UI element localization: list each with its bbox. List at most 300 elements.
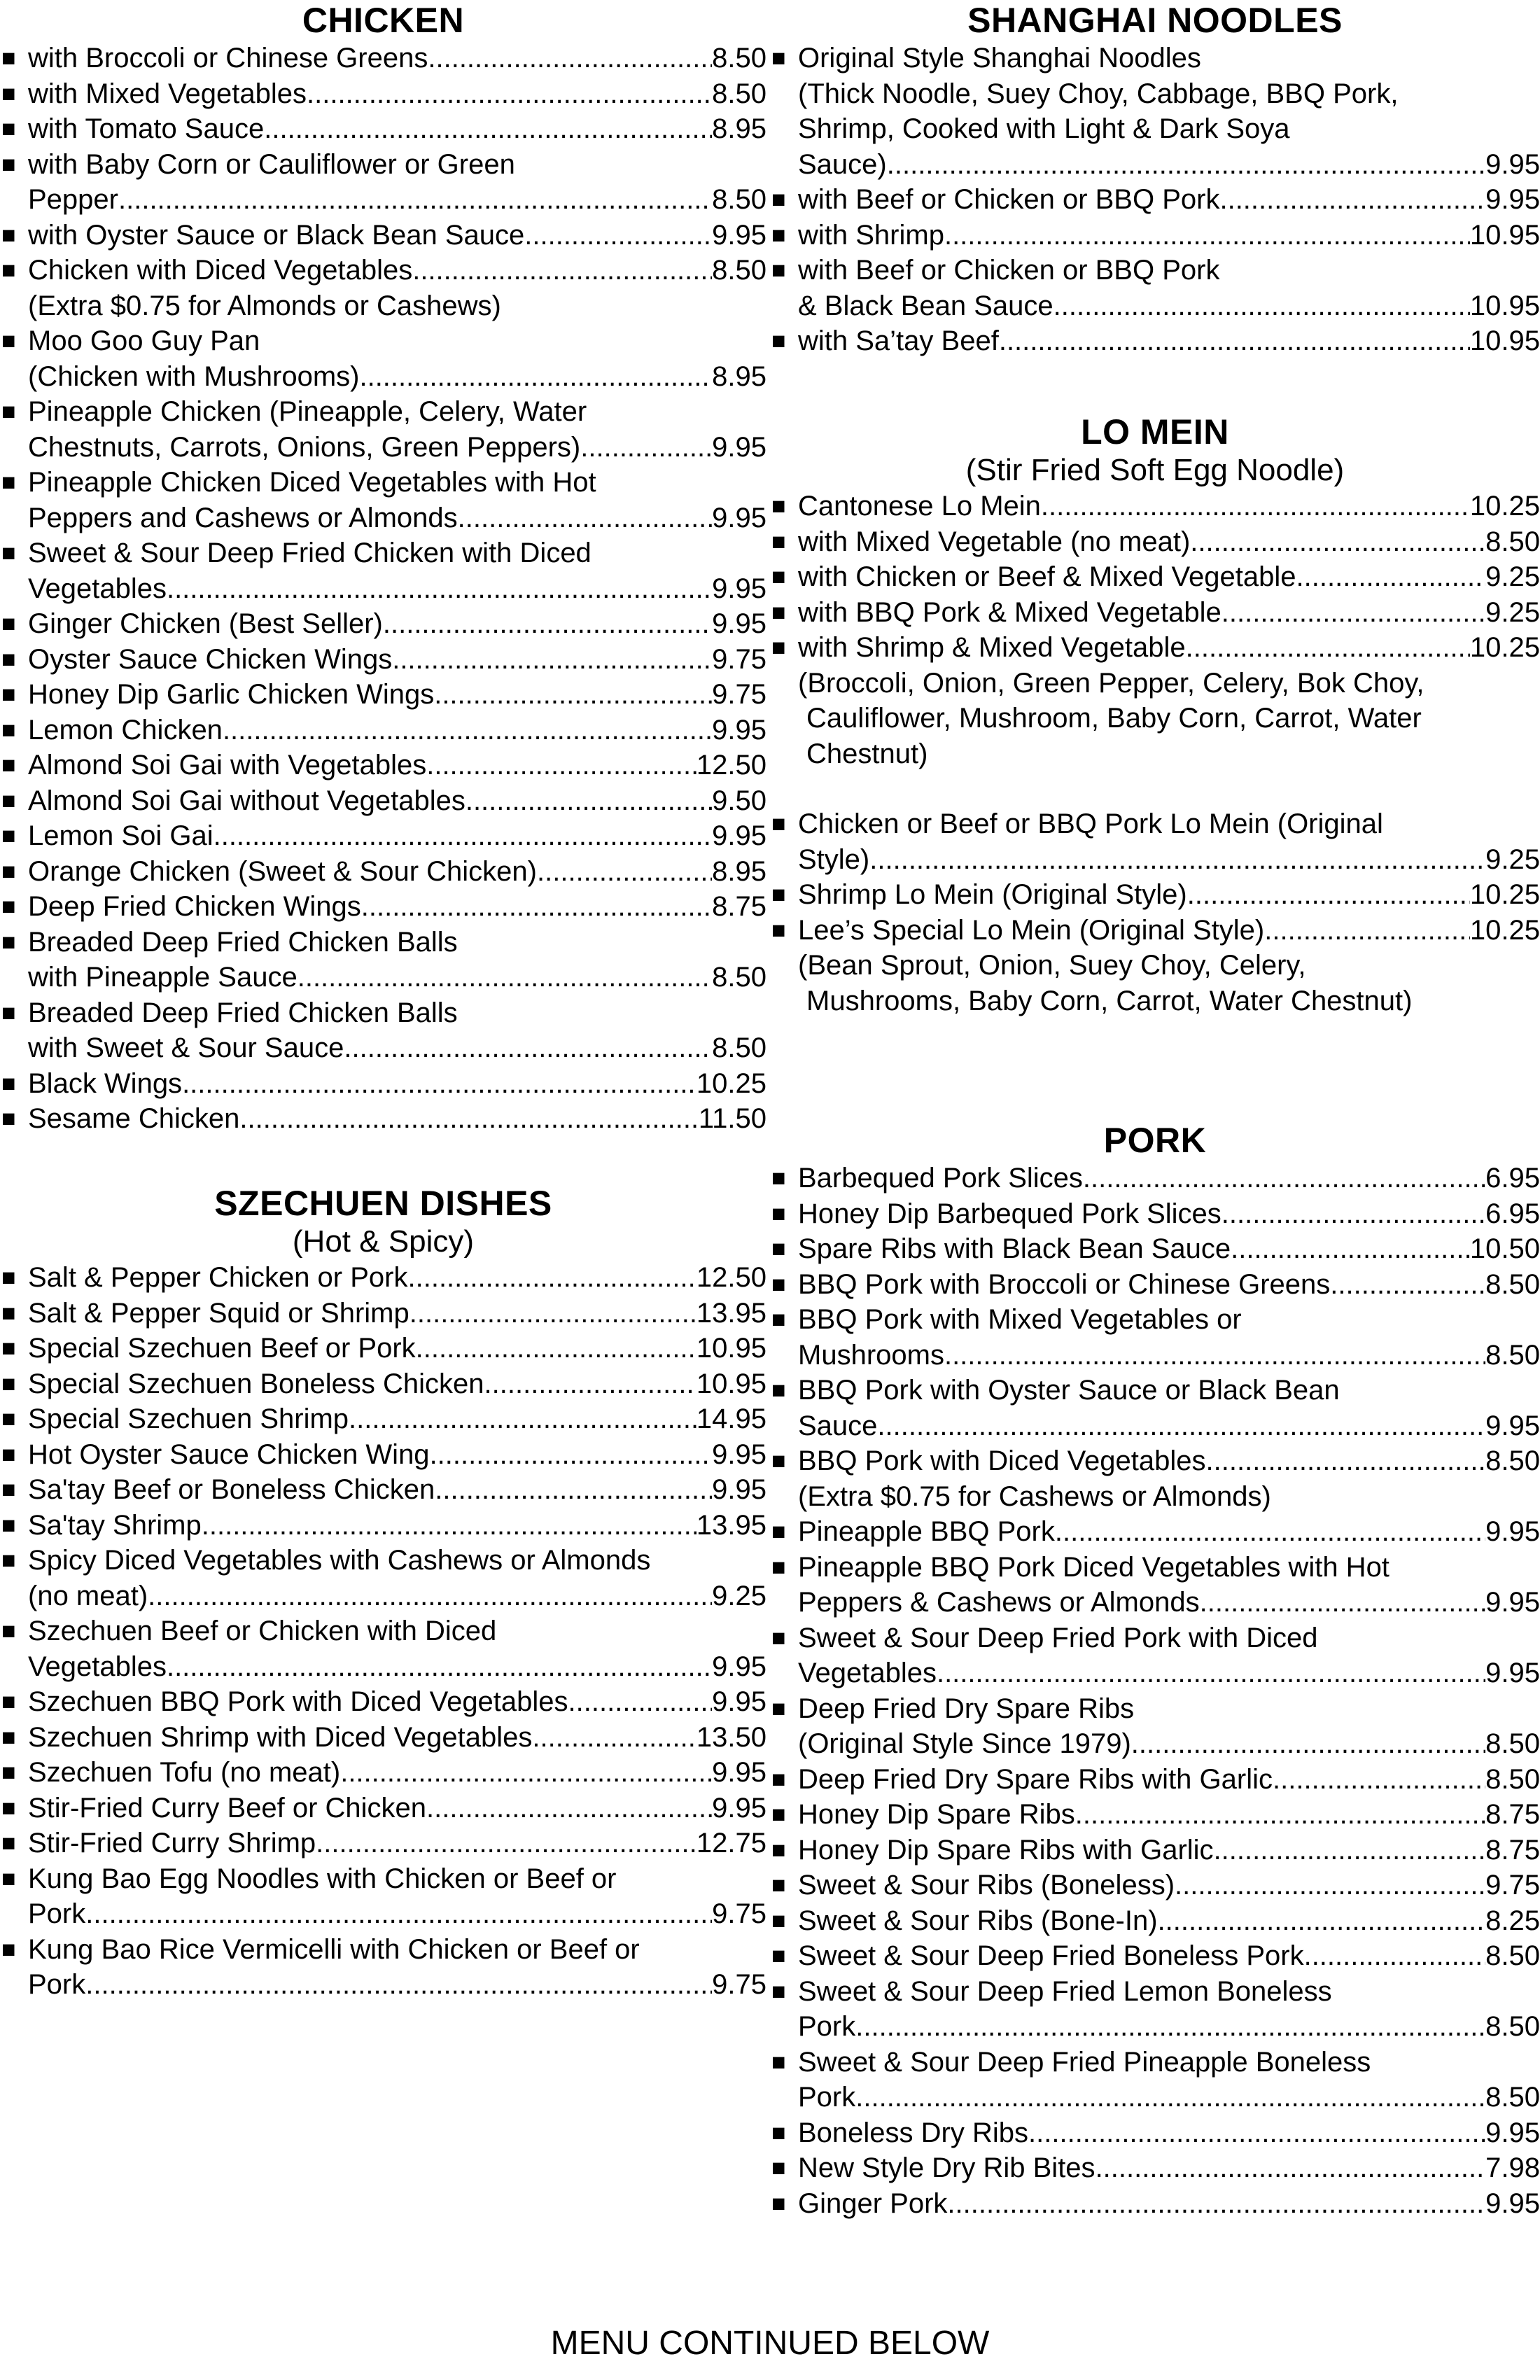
dot-leader [869,842,1485,878]
menu-item-price: 12.50 [696,1262,766,1293]
menu-item [0,1614,766,1684]
bullet-icon: ■ [771,221,786,248]
dot-leader [167,1649,712,1685]
menu-item [770,1868,1540,1903]
menu-item-line [798,913,1540,948]
menu-item-line [798,1762,1540,1798]
menu-item-price: 8.95 [712,360,766,392]
bullet-icon: ■ [1,1547,16,1574]
menu-item-line [798,1196,1540,1232]
menu-item-line [798,2186,1540,2222]
menu-item [0,925,766,995]
menu-item-line [28,1331,766,1366]
menu-item-line [28,430,766,465]
menu-item-name: with Shrimp & Mixed Vegetable [798,632,1186,663]
menu-item [770,2045,1540,2115]
menu-item-price: 10.25 [1469,632,1540,663]
bullet-icon: ■ [771,2119,786,2146]
menu-continued-footer: MENU CONTINUED BELOW [550,2325,990,2362]
menu-item-line [798,1726,1540,1762]
menu-item-price: 14.95 [696,1404,766,1434]
bullet-icon: ■ [1,1264,16,1291]
bullet-icon: ■ [771,1872,786,1898]
menu-item-price: 9.95 [712,431,766,463]
dot-leader [412,253,712,288]
dot-leader [568,1684,713,1720]
menu-item-line [28,713,766,748]
dot-leader [428,41,712,76]
bullet-icon: ■ [771,1695,786,1722]
menu-item-price: 9.25 [1485,561,1540,592]
menu-item-name: Special Szechuen Beef or Pork [28,1333,416,1364]
bullet-icon: ■ [1,1070,16,1097]
menu-item [770,1797,1540,1833]
menu-item-price: 9.75 [1485,1870,1540,1900]
dot-leader [1304,1938,1486,1974]
menu-item-line [798,182,1540,218]
dot-leader [1200,1585,1486,1620]
menu-item-line [798,1833,1540,1868]
menu-item-line [798,1797,1540,1833]
menu-item-name: with Oyster Sauce or Black Bean Sauce [28,219,525,251]
menu-item [770,182,1540,218]
menu-item-price: 13.50 [696,1721,766,1753]
menu-item [0,41,766,76]
menu-item-name: Sa'tay Shrimp [28,1509,202,1541]
menu-item-name: Chestnuts, Carrots, Onions, Green Peppers) [28,431,581,463]
bullet-icon: ■ [1,787,16,814]
bullet-icon: ■ [771,1200,786,1227]
bullet-icon: ■ [1,928,16,955]
menu-item-price: 10.25 [1469,914,1540,946]
menu-item-line [28,1826,766,1861]
menu-item-price: 8.75 [1485,1834,1540,1865]
section-pork [770,1120,1540,2221]
menu-item-line [28,1755,766,1791]
menu-item [770,2150,1540,2186]
dot-leader [239,1101,698,1137]
menu-item-line [798,2115,1540,2151]
dot-leader [214,818,713,854]
dot-leader [1187,877,1470,913]
menu-item-price: 9.95 [712,820,766,851]
menu-item-name: Mushrooms [798,1339,944,1371]
menu-item-line [28,1649,766,1685]
menu-item-line [798,1585,1540,1620]
section-subtitle-szechuen: (Hot & Spicy) [292,1224,475,1259]
menu-item-price: 9.95 [712,1474,766,1505]
dot-leader [484,1366,696,1402]
menu-item-line [28,41,766,76]
menu-item-line [28,1366,766,1402]
menu-item-line [798,1408,1540,1444]
menu-item-name: Ginger Chicken (Best Seller) [28,608,383,639]
menu-item [770,253,1540,323]
dot-leader [167,571,712,607]
menu-item-price: 9.95 [1485,148,1540,180]
section-lo-mein [770,412,1540,1018]
menu-item-price: 8.75 [1485,1799,1540,1830]
dot-leader [944,1338,1485,1373]
menu-item-name: Cantonese Lo Mein [798,491,1041,522]
dot-leader [532,1720,696,1756]
menu-item-line [798,630,1540,666]
menu-item-price: 9.95 [712,502,766,533]
menu-item-name: Sweet & Sour Deep Fried Chicken with Diced [28,538,592,568]
section-title-chicken: CHICKEN [302,1,465,40]
menu-item-name: Sweet & Sour Deep Fried Pork with Diced [798,1622,1318,1653]
menu-item-line [798,147,1540,183]
dot-leader [887,147,1485,183]
menu-item-price: 13.95 [696,1509,766,1541]
menu-item [770,1833,1540,1868]
bullet-icon: ■ [771,1236,786,1262]
dot-leader [361,889,712,925]
bullet-icon: ■ [1,858,16,885]
menu-item-name: with Sweet & Sour Sauce [28,1032,344,1063]
bullet-icon: ■ [1,540,16,566]
menu-item-name: Sweet & Sour Deep Fried Pineapple Boneless [798,2046,1371,2078]
bullet-icon: ■ [771,598,786,626]
dot-leader [416,1331,696,1366]
menu-item-line [798,1938,1540,1974]
menu-item [0,111,766,147]
menu-item [770,913,1540,948]
menu-item-name: with Broccoli or Chinese Greens [28,43,428,74]
menu-item-price: 9.95 [712,714,766,746]
dot-leader [340,1755,712,1791]
menu-item [0,1791,766,1826]
menu-item-name: Style) [798,844,870,875]
menu-item-name: Shrimp Lo Mein (Original Style) [798,879,1187,910]
bullet-icon: ■ [771,1836,786,1863]
bullet-icon: ■ [1,1299,16,1326]
menu-item [0,1861,766,1932]
menu-item-line [28,642,766,678]
bullet-icon: ■ [771,2048,786,2076]
bullet-icon: ■ [1,1759,16,1786]
bullet-icon: ■ [1,1935,16,1963]
dot-leader [1054,288,1470,324]
menu-item-name: New Style Dry Rib Bites [798,2152,1096,2183]
menu-item [770,1762,1540,1798]
dot-leader [1158,1903,1486,1939]
menu-item-name: Peppers & Cashews or Almonds [798,1587,1200,1618]
menu-item-name: Lemon Soi Gai [28,820,214,851]
menu-item [0,1437,766,1473]
menu-item-name: Szechuen Shrimp with Diced Vegetables [28,1721,533,1753]
dot-leader [1222,595,1485,631]
bullet-icon: ■ [1,681,16,708]
menu-item-price: 10.95 [696,1333,766,1364]
menu-item-name: with Pineapple Sauce [28,962,298,993]
menu-item-price: 10.25 [696,1068,766,1099]
dot-leader [1041,489,1470,524]
menu-item-price: 8.75 [712,891,766,922]
menu-item-price: 10.95 [1469,219,1540,251]
menu-item-name: Salt & Pepper Squid or Shrimp [28,1297,410,1329]
menu-item [770,806,1540,877]
bullet-icon: ■ [771,186,786,213]
menu-item-price: 9.75 [712,643,766,675]
menu-item [0,677,766,713]
menu-item [770,630,1540,666]
menu-item-name: (Original Style Since 1979) [798,1728,1131,1759]
menu-item-price: 10.25 [1469,491,1540,522]
menu-item-name: Spicy Diced Vegetables with Cashews or Almonds [28,1545,651,1576]
menu-item-line [798,1656,1540,1691]
menu-item-name: Sauce [798,1410,878,1441]
menu-item-price: 10.95 [1469,290,1540,321]
menu-item-name: with Beef or Chicken or BBQ Pork [798,184,1220,215]
menu-item [0,1101,766,1137]
menu-item-name: Sweet & Sour Ribs (Boneless) [798,1870,1175,1900]
menu-item [770,524,1540,560]
menu-item-price: 11.50 [698,1103,766,1134]
bullet-icon: ■ [1,1476,16,1503]
menu-item-price: 8.50 [1485,1268,1540,1300]
dot-leader [407,1260,696,1296]
bullet-icon: ■ [1,1794,16,1821]
menu-item-line [798,842,1540,878]
menu-item-name: Pork [28,1898,86,1929]
menu-item-name: Deep Fried Chicken Wings [28,891,361,922]
section-szechuen [0,1183,766,2003]
menu-item-name: (no meat) [28,1580,148,1611]
menu-item [0,147,766,218]
dot-leader [1264,913,1470,948]
menu-item-name: with Beef or Chicken or BBQ Pork [798,255,1220,286]
menu-item-name: Sa'tay Beef or Boneless Chicken [28,1474,435,1505]
menu-item-name: with Tomato Sauce [28,113,265,144]
bullet-icon: ■ [771,257,786,284]
bullet-icon: ■ [771,45,786,71]
menu-item [770,1302,1540,1373]
menu-item-name: with BBQ Pork & Mixed Vegetable [798,596,1222,628]
menu-item-line [798,524,1540,560]
dot-leader [85,1967,712,2003]
menu-item-note: Mushrooms, Baby Corn, Carrot, Water Chestnut) [806,985,1413,1016]
menu-item-line [28,783,766,819]
dot-leader [1075,1797,1485,1833]
menu-item-name: Breaded Deep Fried Chicken Balls [28,997,458,1028]
menu-item-name: Honey Dip Barbequed Pork Slices [798,1198,1222,1229]
menu-item-line [28,1684,766,1720]
dot-leader [1231,1231,1470,1267]
menu-item-line [28,1437,766,1473]
menu-item-name: Pineapple Chicken Diced Vegetables with Hot [28,467,596,498]
menu-item-name: Vegetables [28,1651,167,1682]
bullet-icon: ■ [1,80,16,107]
menu-item-line [28,1791,766,1826]
menu-item-price: 6.95 [1485,1163,1540,1194]
menu-item [0,1508,766,1544]
dot-leader [148,1578,712,1614]
bullet-icon: ■ [771,493,786,519]
menu-item-price: 9.75 [712,679,766,710]
menu-item [0,1826,766,1861]
menu-item-line [28,359,766,395]
menu-item-name: Special Szechuen Shrimp [28,1404,349,1434]
menu-item-price: 9.25 [1485,596,1540,628]
menu-item-name: Honey Dip Garlic Chicken Wings [28,679,435,710]
menu-item [770,1903,1540,1939]
menu-item-name: Lee’s Special Lo Mein (Original Style) [798,914,1265,946]
lo-mein-vegetable-note: (Broccoli, Onion, Green Pepper, Celery, Bok Choy, Cauliflower, Mushroom, Baby Corn, Carrot, Water Chestnut) [798,667,1424,769]
menu-item-name: Pork [28,1969,86,2000]
dot-leader [1273,1762,1485,1798]
menu-item-line [28,218,766,253]
bullet-icon: ■ [1,398,16,425]
menu-item-name: Breaded Deep Fried Chicken Balls [28,926,458,958]
menu-item-price: 9.75 [712,1969,766,2000]
menu-item-price: 8.50 [712,962,766,993]
menu-item-name: Pepper [28,184,118,215]
menu-item-line [28,1260,766,1296]
menu-item [0,818,766,854]
dot-leader [359,359,712,395]
menu-item-line [28,1401,766,1437]
menu-item-name: Deep Fried Dry Spare Ribs with Garlic [798,1763,1273,1795]
menu-item-line [28,748,766,783]
menu-item-name: Moo Goo Guy Pan [28,326,260,356]
bullet-icon: ■ [1,893,16,920]
dot-leader [264,111,712,147]
menu-item [0,76,766,112]
dot-leader [118,182,712,218]
menu-item [770,1443,1540,1479]
menu-item-line [28,818,766,854]
section-title-shanghai: SHANGHAI NOODLES [967,1,1343,40]
menu-item-name: Chicken with Diced Vegetables [28,255,413,286]
menu-item-name: Oyster Sauce Chicken Wings [28,643,393,675]
dot-leader [877,1408,1485,1444]
bullet-icon: ■ [1,610,16,637]
bullet-icon: ■ [1,1830,16,1856]
menu-item-name: Pineapple BBQ Pork [798,1516,1055,1547]
bullet-icon: ■ [1,1723,16,1751]
menu-item-name: Sauce) [798,148,887,180]
menu-item-line [798,595,1540,631]
bullet-icon: ■ [771,2190,786,2217]
menu-item [0,1331,766,1366]
menu-item-name: Lemon Chicken [28,714,223,746]
menu-item-name: Vegetables [28,573,167,604]
menu-item [770,1196,1540,1232]
dot-leader [1296,559,1486,595]
bullet-icon: ■ [1,1441,16,1468]
bullet-icon: ■ [1,1511,16,1539]
bullet-icon: ■ [771,1165,786,1191]
menu-item-name: (Chicken with Mushrooms) [28,360,360,392]
menu-item [0,394,766,465]
menu-item-name: Chicken or Beef or BBQ Pork Lo Mein (Original [798,808,1383,839]
bullet-icon: ■ [771,1942,786,1969]
menu-item [0,1543,766,1614]
section-shanghai-noodles [770,0,1540,359]
menu-item [770,1514,1540,1550]
menu-item-price: 9.95 [712,1651,766,1682]
bullet-icon: ■ [771,2155,786,2181]
bullet-icon: ■ [1,752,16,778]
bullet-icon: ■ [1,822,16,849]
menu-item-price: 9.95 [712,1686,766,1717]
menu-item [0,1260,766,1296]
dot-leader [430,1437,713,1473]
dot-leader [1330,1267,1485,1303]
menu-item-name: BBQ Pork with Broccoli or Chinese Greens [798,1268,1331,1300]
menu-item-price: 9.25 [1485,844,1540,875]
menu-item [770,1938,1540,1974]
menu-item [770,1691,1540,1762]
bullet-icon: ■ [771,634,786,661]
dot-leader [1175,1868,1485,1903]
menu-item-line [28,1296,766,1331]
bullet-icon: ■ [771,916,786,944]
menu-item-name: with Baby Corn or Cauliflower or Green [28,148,515,180]
dot-leader [298,960,712,995]
dot-leader [465,783,712,819]
menu-item-name: Sweet & Sour Ribs (Bone-In) [798,1905,1158,1936]
bullet-icon: ■ [1,1370,16,1397]
menu-item-name: Almond Soi Gai without Vegetables [28,785,465,816]
menu-item-line [798,1443,1540,1479]
dot-leader [1222,1196,1485,1232]
bullet-icon: ■ [1,45,16,71]
menu-item-name: BBQ Pork with Oyster Sauce or Black Bean [798,1375,1340,1406]
menu-item-line [798,1338,1540,1373]
menu-item [0,1296,766,1331]
menu-item [0,748,766,783]
dot-leader [1083,1161,1485,1196]
bullet-icon: ■ [771,1518,786,1545]
menu-item-line [798,288,1540,324]
menu-item-name: Szechuen Tofu (no meat) [28,1757,341,1788]
menu-item-name: Barbequed Pork Slices [798,1163,1083,1194]
menu-item-line [28,182,766,218]
menu-item-price: 10.50 [1469,1233,1540,1264]
bullet-icon: ■ [1,1688,16,1715]
menu-item-price: 8.50 [712,184,766,215]
menu-item [770,489,1540,524]
menu-item-name: Kung Bao Rice Vermicelli with Chicken or Beef or [28,1933,640,1965]
menu-item-name: Pork [798,2011,856,2042]
bullet-icon: ■ [771,1270,786,1298]
menu-item [0,1932,766,2003]
menu-item-name: with Shrimp [798,219,944,251]
menu-item-name: with Chicken or Beef & Mixed Vegetable [798,561,1296,592]
menu-item-line [28,1066,766,1102]
menu-item [0,713,766,748]
menu-item-line [28,854,766,890]
dot-leader [392,642,712,678]
dot-leader [855,2080,1485,2115]
menu-item-price: 8.50 [1485,2082,1540,2113]
menu-item-name: with Mixed Vegetable (no meat) [798,526,1191,557]
bullet-icon: ■ [1,1335,16,1362]
section-subtitle-lo-mein: (Stir Fried Soft Egg Noodle) [965,453,1345,487]
menu-item-line [28,253,766,288]
menu-item-name: Pineapple Chicken (Pineapple, Celery, Water [28,396,587,427]
menu-item-price: 8.50 [712,255,766,286]
menu-item-price: 12.50 [696,750,766,780]
bullet-icon: ■ [1,469,16,496]
bullet-icon: ■ [1,221,16,248]
menu-item [0,783,766,819]
bullet-icon: ■ [1,1618,16,1644]
menu-item [0,606,766,642]
menu-item-line [28,500,766,536]
